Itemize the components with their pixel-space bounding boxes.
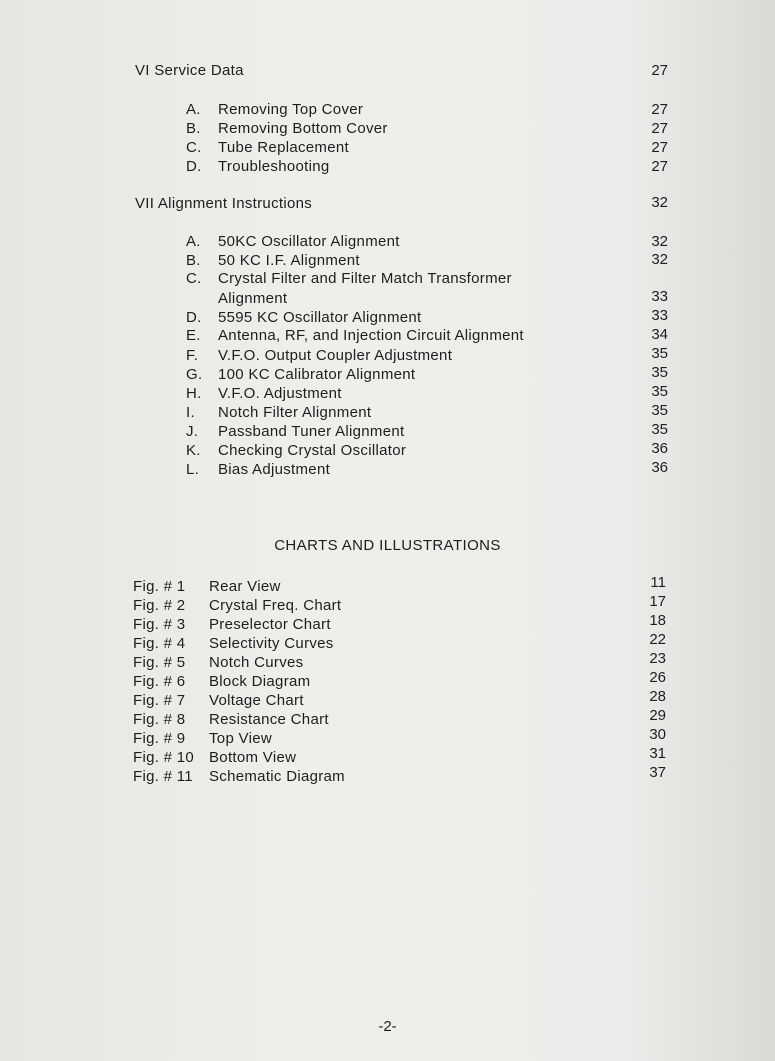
figure-entry xyxy=(133,597,341,615)
figure-label: Fig. # 4 xyxy=(133,635,186,652)
entry-letter: H. xyxy=(186,385,202,402)
entry-letter: D. xyxy=(186,309,202,326)
toc-entry xyxy=(186,101,363,119)
figure-entry xyxy=(133,768,345,786)
figure-entry xyxy=(133,616,331,634)
figure-entry xyxy=(133,692,304,710)
figure-text: Top View xyxy=(209,730,272,747)
toc-entry xyxy=(186,461,330,479)
entry-letter: B. xyxy=(186,120,201,137)
figure-label: Fig. # 11 xyxy=(133,768,193,785)
entry-page: 35 xyxy=(651,421,668,438)
figure-label: Fig. # 3 xyxy=(133,616,186,633)
toc-entry xyxy=(186,252,360,270)
figure-entry xyxy=(133,654,303,672)
toc-entry xyxy=(186,442,406,460)
figure-page: 17 xyxy=(649,593,666,610)
entry-letter: C. xyxy=(186,270,202,287)
entry-page: 35 xyxy=(651,402,668,419)
entry-page: 32 xyxy=(651,233,668,250)
figure-text: Block Diagram xyxy=(209,673,311,690)
figure-page: 28 xyxy=(649,688,666,705)
section-page: 32 xyxy=(651,194,668,211)
entry-letter: K. xyxy=(186,442,201,459)
figure-label: Fig. # 8 xyxy=(133,711,186,728)
entry-page: 32 xyxy=(651,251,668,268)
figure-label: Fig. # 7 xyxy=(133,692,186,709)
entry-text: Alignment xyxy=(218,290,288,307)
section-title: VI Service Data xyxy=(135,62,244,79)
toc-entry xyxy=(186,309,422,327)
toc-entry xyxy=(186,233,400,251)
entry-letter: F. xyxy=(186,347,199,364)
figure-entry xyxy=(133,749,296,767)
toc-entry xyxy=(186,423,404,441)
page-number: -2- xyxy=(378,1018,397,1035)
entry-text: Removing Top Cover xyxy=(218,101,364,118)
figure-entry xyxy=(133,673,310,691)
entry-letter: G. xyxy=(186,366,203,383)
figure-text: Bottom View xyxy=(209,749,297,766)
figure-page: 37 xyxy=(649,764,666,781)
toc-entry xyxy=(186,385,342,403)
figure-text: Crystal Freq. Chart xyxy=(209,597,342,614)
entry-page: 34 xyxy=(651,326,668,343)
figure-page: 31 xyxy=(649,745,666,762)
entry-letter: B. xyxy=(186,252,201,269)
entry-letter: I. xyxy=(186,404,195,421)
figure-text: Resistance Chart xyxy=(209,711,329,728)
entry-letter: A. xyxy=(186,233,201,250)
toc-entry xyxy=(186,120,388,138)
figure-page: 22 xyxy=(649,631,666,648)
section-title: VII Alignment Instructions xyxy=(135,195,313,212)
entry-text: 5595 KC Oscillator Alignment xyxy=(218,309,422,326)
entry-letter: L. xyxy=(186,461,200,478)
entry-text: V.F.O. Output Coupler Adjustment xyxy=(218,347,453,364)
figure-entry xyxy=(133,730,272,748)
entry-letter: A. xyxy=(186,101,201,118)
figure-entry xyxy=(133,711,329,729)
entry-letter: J. xyxy=(186,423,199,440)
toc-entry xyxy=(186,270,512,288)
entry-page: 35 xyxy=(651,345,668,362)
entry-page: 35 xyxy=(651,364,668,381)
entry-letter: E. xyxy=(186,327,201,344)
entry-text: Troubleshooting xyxy=(218,158,330,175)
figure-text: Notch Curves xyxy=(209,654,304,671)
entry-letter: D. xyxy=(186,158,202,175)
figure-page: 18 xyxy=(649,612,666,629)
figure-page: 11 xyxy=(650,574,666,591)
toc-entry xyxy=(186,366,415,384)
entry-page: 27 xyxy=(651,158,668,175)
figure-text: Preselector Chart xyxy=(209,616,331,633)
entry-page: 33 xyxy=(651,288,668,305)
figure-text: Schematic Diagram xyxy=(209,768,345,785)
figure-page: 23 xyxy=(649,650,666,667)
entry-text: Bias Adjustment xyxy=(218,461,331,478)
section-page: 27 xyxy=(651,62,668,79)
entry-text: Tube Replacement xyxy=(218,139,349,156)
entry-page: 27 xyxy=(651,139,668,156)
entry-page: 36 xyxy=(651,459,668,476)
figure-text: Voltage Chart xyxy=(209,692,304,709)
figure-label: Fig. # 5 xyxy=(133,654,186,671)
entry-text: Removing Bottom Cover xyxy=(218,120,388,137)
toc-entry xyxy=(186,290,287,308)
entry-page: 33 xyxy=(651,307,668,324)
entry-text: Antenna, RF, and Injection Circuit Alignment xyxy=(218,327,524,344)
figure-label: Fig. # 10 xyxy=(133,749,195,766)
toc-entry xyxy=(186,404,371,422)
figure-label: Fig. # 9 xyxy=(133,730,186,747)
entry-text: 50KC Oscillator Alignment xyxy=(218,233,400,250)
entry-text: 100 KC Calibrator Alignment xyxy=(218,366,416,383)
entry-letter: C. xyxy=(186,139,202,156)
entry-text: Crystal Filter and Filter Match Transformer xyxy=(218,270,512,287)
entry-page: 35 xyxy=(651,383,668,400)
entry-text: Checking Crystal Oscillator xyxy=(218,442,407,459)
figure-entry xyxy=(133,578,281,596)
figure-entry xyxy=(133,635,334,653)
figure-text: Rear View xyxy=(209,578,281,595)
figure-page: 26 xyxy=(649,669,666,686)
figure-page: 30 xyxy=(649,726,666,743)
toc-entry xyxy=(186,139,349,157)
figure-label: Fig. # 2 xyxy=(133,597,186,614)
entry-page: 36 xyxy=(651,440,668,457)
entry-page: 27 xyxy=(651,120,668,137)
entry-text: 50 KC I.F. Alignment xyxy=(218,252,360,269)
entry-text: Notch Filter Alignment xyxy=(218,404,372,421)
charts-heading: CHARTS AND ILLUSTRATIONS xyxy=(274,537,501,554)
figure-text: Selectivity Curves xyxy=(209,635,334,652)
entry-page: 27 xyxy=(651,101,668,118)
toc-entry xyxy=(186,158,330,176)
toc-entry xyxy=(186,327,524,345)
figure-page: 29 xyxy=(649,707,666,724)
figure-label: Fig. # 6 xyxy=(133,673,186,690)
figure-label: Fig. # 1 xyxy=(133,578,186,595)
toc-entry xyxy=(186,347,452,365)
entry-text: V.F.O. Adjustment xyxy=(218,385,342,402)
entry-text: Passband Tuner Alignment xyxy=(218,423,405,440)
